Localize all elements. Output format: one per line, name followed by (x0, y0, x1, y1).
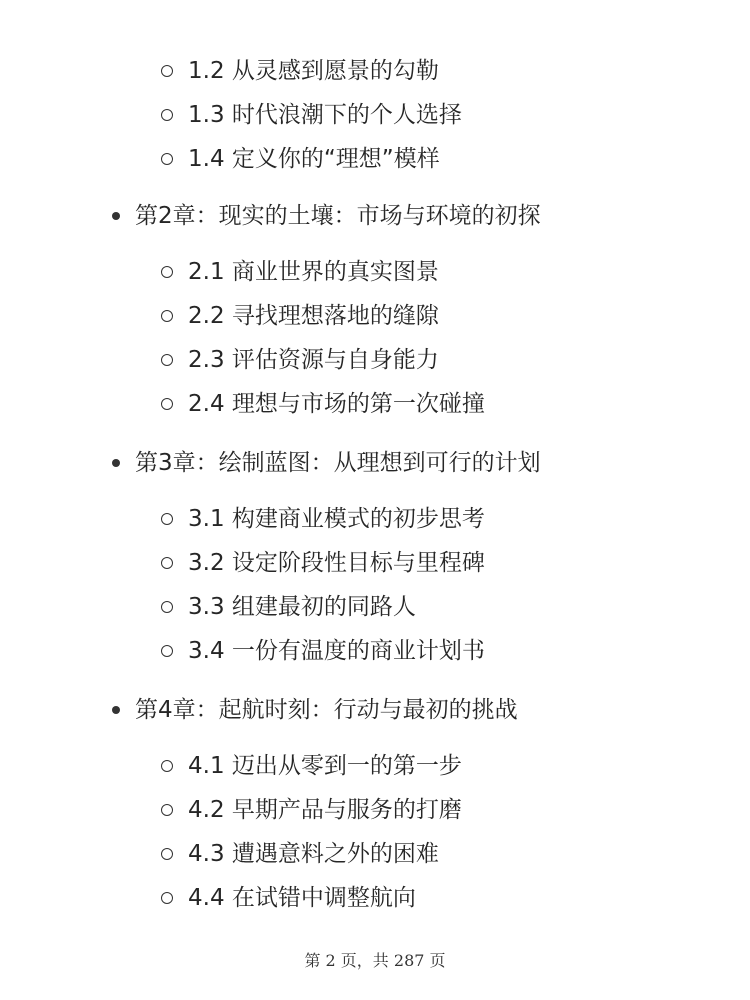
subsection-item (0, 744, 462, 788)
hollow-bullet-icon (161, 848, 173, 860)
filled-bullet-icon (112, 459, 120, 467)
hollow-bullet-icon (161, 601, 173, 613)
subsection-item (0, 585, 485, 629)
subsection-item (0, 250, 485, 294)
subsection-title: 1.3 时代浪潮下的个人选择 (188, 102, 462, 128)
chapter-4-subsection-list (0, 744, 462, 920)
subsection-item (0, 629, 485, 673)
subsection-title: 2.3 评估资源与自身能力 (188, 347, 439, 373)
subsection-item (0, 497, 485, 541)
subsection-title: 4.4 在试错中调整航向 (188, 885, 416, 911)
hollow-bullet-icon (161, 266, 173, 278)
subsection-item (0, 93, 462, 137)
chapter-heading-4 (0, 688, 518, 732)
subsection-item (0, 541, 485, 585)
subsection-item (0, 876, 462, 920)
filled-bullet-icon (112, 706, 120, 714)
hollow-bullet-icon (161, 804, 173, 816)
hollow-bullet-icon (161, 310, 173, 322)
hollow-bullet-icon (161, 109, 173, 121)
subsection-title: 1.4 定义你的“理想”模样 (188, 146, 440, 172)
chapter-heading-3 (0, 441, 541, 485)
hollow-bullet-icon (161, 65, 173, 77)
chapter-heading-2 (0, 194, 541, 238)
chapter-title: 第3章：绘制蓝图：从理想到可行的计划 (135, 450, 541, 476)
subsection-title: 3.1 构建商业模式的初步思考 (188, 506, 485, 532)
hollow-bullet-icon (161, 153, 173, 165)
subsection-title: 4.3 遭遇意料之外的困难 (188, 841, 439, 867)
subsection-title: 4.2 早期产品与服务的打磨 (188, 797, 462, 823)
subsection-item (0, 382, 485, 426)
subsection-title: 2.4 理想与市场的第一次碰撞 (188, 391, 485, 417)
hollow-bullet-icon (161, 354, 173, 366)
filled-bullet-icon (112, 212, 120, 220)
chapter-1-subsection-list (0, 49, 462, 181)
page-footer (0, 948, 750, 971)
subsection-title: 3.4 一份有温度的商业计划书 (188, 638, 485, 664)
hollow-bullet-icon (161, 892, 173, 904)
subsection-title: 2.1 商业世界的真实图景 (188, 259, 439, 285)
chapter-title: 第4章：起航时刻：行动与最初的挑战 (135, 697, 518, 723)
subsection-item (0, 832, 462, 876)
chapter-3-subsection-list (0, 497, 485, 673)
chapter-title: 第2章：现实的土壤：市场与环境的初探 (135, 203, 541, 229)
subsection-item (0, 788, 462, 832)
hollow-bullet-icon (161, 645, 173, 657)
subsection-item (0, 49, 462, 93)
hollow-bullet-icon (161, 760, 173, 772)
chapter-2-subsection-list (0, 250, 485, 426)
subsection-item (0, 338, 485, 382)
subsection-title: 3.3 组建最初的同路人 (188, 594, 416, 620)
subsection-title: 3.2 设定阶段性目标与里程碑 (188, 550, 485, 576)
hollow-bullet-icon (161, 398, 173, 410)
subsection-item (0, 294, 485, 338)
hollow-bullet-icon (161, 513, 173, 525)
subsection-title: 2.2 寻找理想落地的缝隙 (188, 303, 439, 329)
page-number-text: 第 2 页，共 287 页 (304, 951, 446, 970)
subsection-title: 4.1 迈出从零到一的第一步 (188, 753, 462, 779)
hollow-bullet-icon (161, 557, 173, 569)
subsection-item (0, 137, 462, 181)
subsection-title: 1.2 从灵感到愿景的勾勒 (188, 58, 439, 84)
